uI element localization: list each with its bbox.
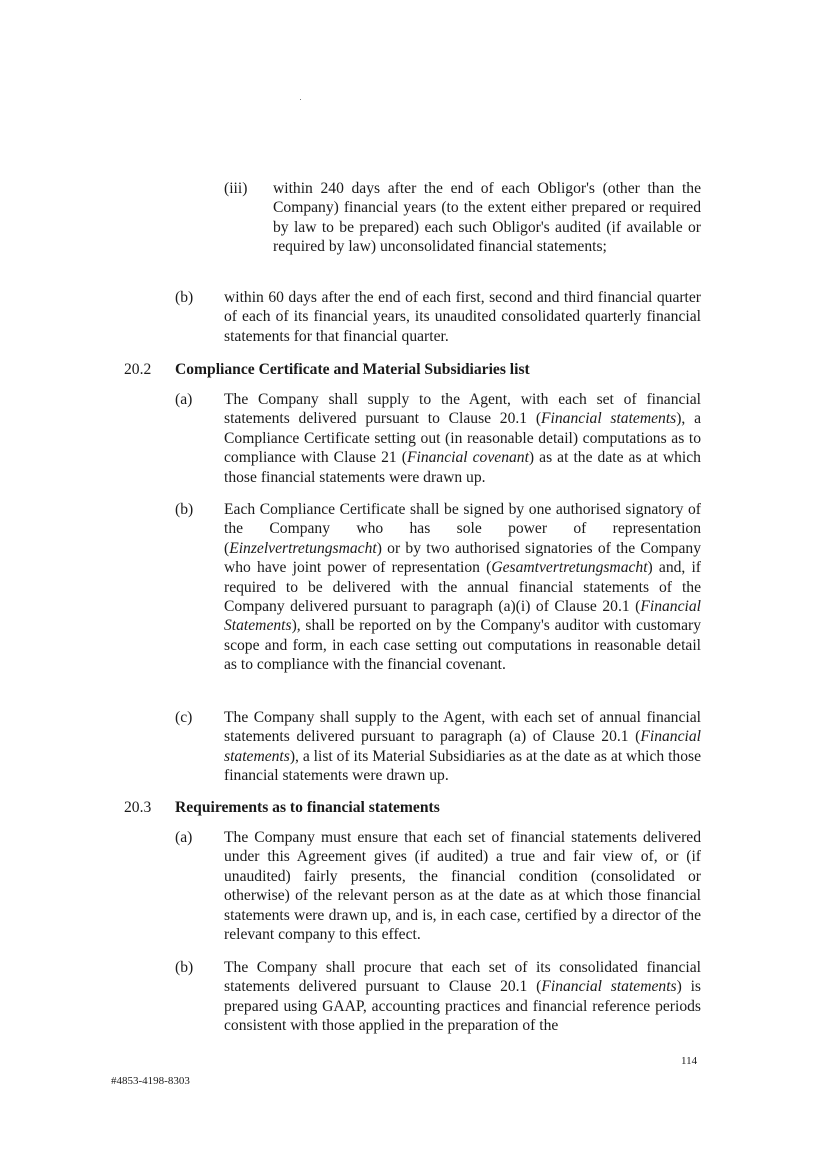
item-text-b-top: within 60 days after the end of each first, second and third financial quarter of each of its financial years, its unaudited consolidated quarterly financial statements for that financial quarter. [224, 289, 701, 345]
item-text-iii: within 240 days after the end of each Obligor's (other than the Company) financial years (to the extent either prepared or required by law to be prepared) each such Obligor's audited (if available or required by law) unconsolidated financial statements; [273, 180, 701, 256]
clause-number-20-2: 20.2 [124, 361, 152, 378]
clause-20-3-a-text: The Company must ensure that each set of financial statements delivered under this Agreement gives (if audited) a true and fair view of, or (if unaudited) fairly presents, the financial condition (consolidated or otherwise) of the relevant person as at the date as at which those financial statements were drawn up, and is, in each case, certified by a director of the relevant company to this effect. [224, 829, 701, 944]
clause-20-2-c-label: (c) [175, 709, 193, 726]
page-number: 114 [681, 1055, 698, 1067]
item-label-iii: (iii) [224, 180, 248, 197]
scan-speck [300, 99, 301, 100]
item-label-b-top: (b) [175, 289, 194, 306]
clause-heading-20-3: Requirements as to financial statements [175, 799, 440, 816]
clause-20-2-b-text: Each Compliance Certificate shall be signed by one authorised signatory of the Company who has sole power of representation (Einzelvertretungsmacht) or by two authorised signatories of the Company who have joint power of representation (Gesamtvertretungsmacht) and, if required to be delivered with the annual financial statements of the Company delivered pursuant to paragraph (a)(i) of Clause 20.1 (Financial Statements), shall be reported on by the Company's auditor with customary scope and form, in each case setting out computations in reasonable detail as to compliance with the financial covenant. [224, 501, 702, 674]
clause-20-3-a-label: (a) [175, 829, 193, 846]
clause-20-2-a-label: (a) [175, 391, 193, 408]
clause-20-2-c-text: The Company shall supply to the Agent, with each set of annual financial statements delivered pursuant to paragraph (a) of Clause 20.1 (Financial statements), a list of its Material Subsidiaries as at the date as at which those financial statements were drawn up. [224, 709, 701, 785]
document-reference: #4853-4198-8303 [111, 1075, 190, 1087]
clause-heading-20-2: Compliance Certificate and Material Subsidiaries list [175, 361, 530, 378]
clause-number-20-3: 20.3 [124, 799, 152, 816]
clause-20-2-b-label: (b) [175, 501, 194, 518]
clause-20-3-b-text: The Company shall procure that each set of its consolidated financial statements delivered pursuant to Clause 20.1 (Financial statements) is prepared using GAAP, accounting practices and financial reference periods consistent with those applied in the preparation of the [224, 959, 701, 1035]
clause-20-2-a-text: The Company shall supply to the Agent, with each set of financial statements delivered pursuant to Clause 20.1 (Financial statements), a Compliance Certificate setting out (in reasonable detail) computations as to compliance with Clause 21 (Financial covenant) as at the date as at which those financial statements were drawn up. [224, 391, 701, 486]
clause-20-3-b-label: (b) [175, 959, 194, 976]
